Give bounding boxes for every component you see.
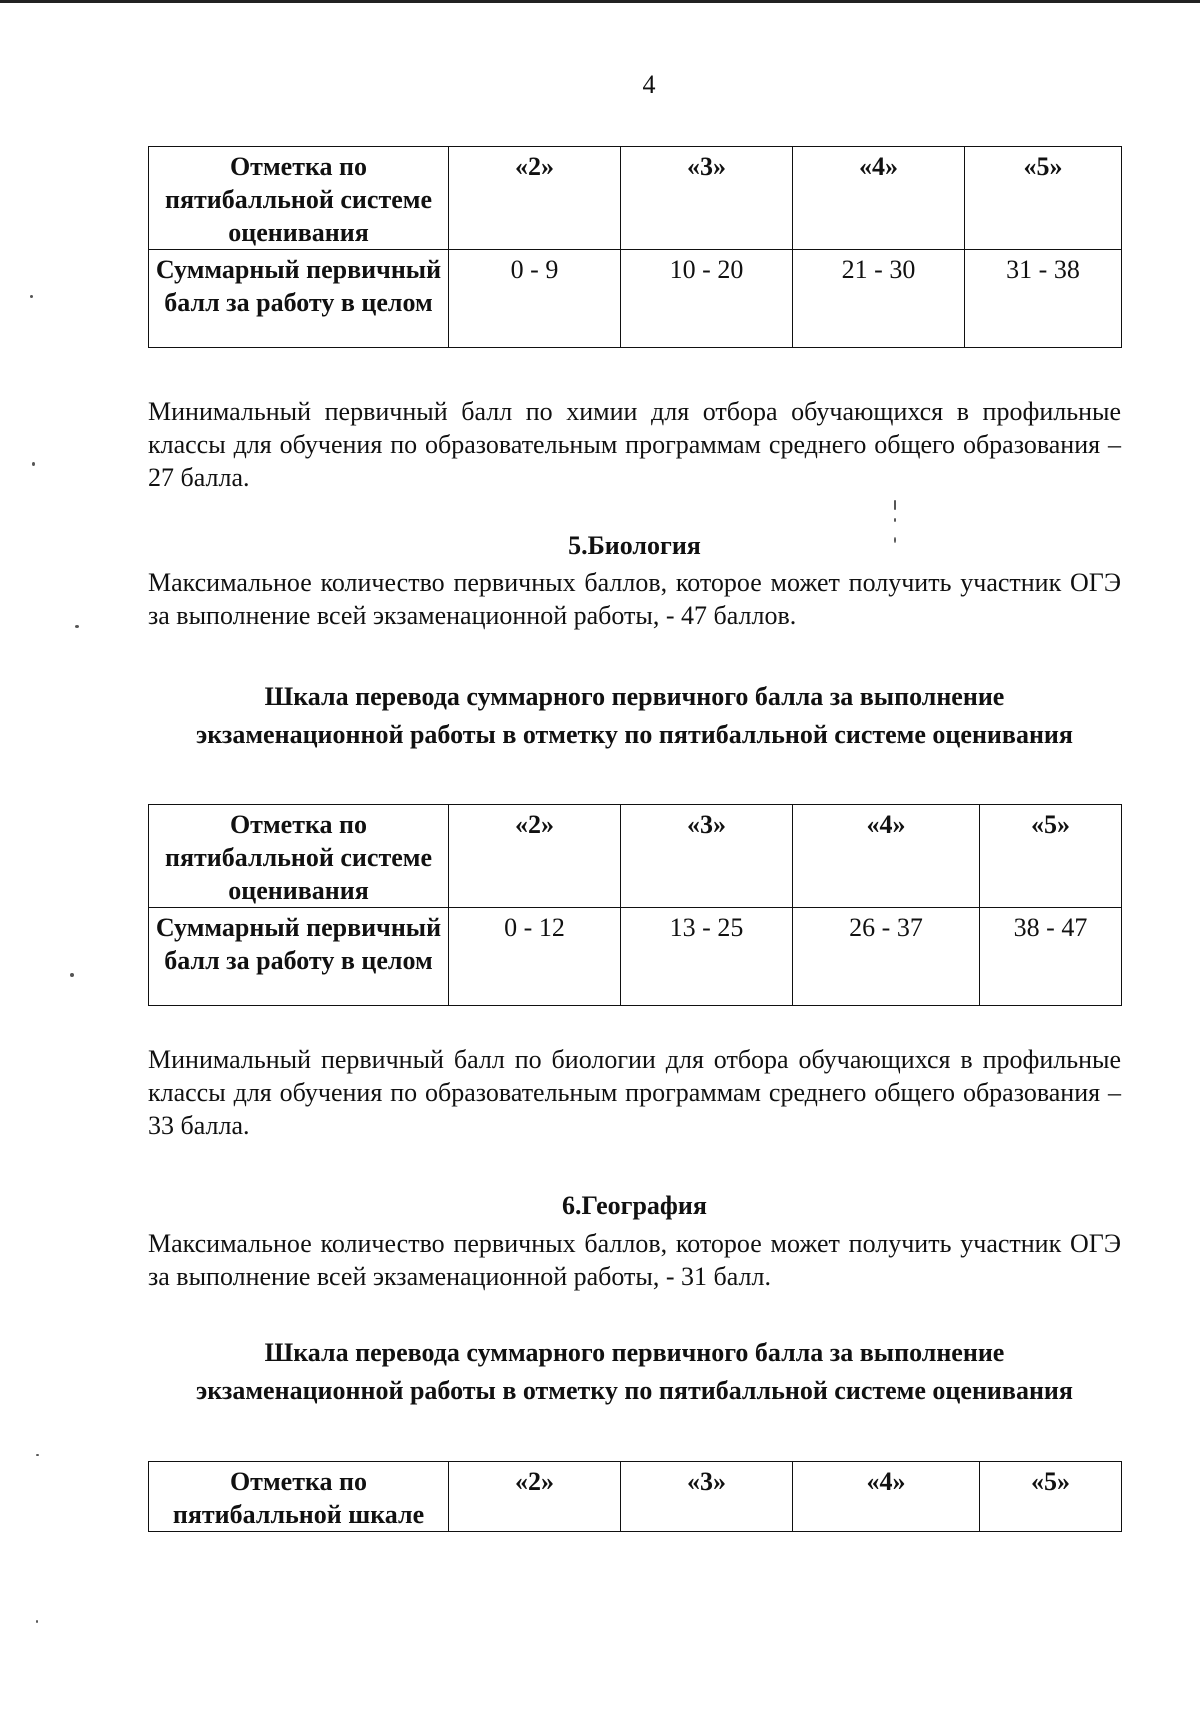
grade-cell: «4» [793,1462,980,1532]
grade-cell: «5» [980,805,1122,908]
biology-max-score-paragraph: Максимальное количество первичных баллов, которое может получить участник ОГЭ за выполнение всей экзаменационной работы, - 47 баллов. [148,568,1121,630]
grade-cell: «3» [621,147,793,250]
table-row-header: Суммарный первичный балл за работу в целом [149,250,449,348]
biology-grade-table [148,804,1122,1006]
grade-cell: «2» [449,1462,621,1532]
scan-speck [70,973,74,977]
table-row-header: Отметка по пятибалльной системе оценивания [149,147,449,250]
scan-speck [894,537,896,543]
scan-speck [36,1620,38,1623]
table-row [149,805,1122,908]
grade-cell: «2» [449,805,621,908]
page-top-edge [0,0,1200,3]
scan-speck [36,1454,39,1456]
grade-cell: «4» [793,805,980,908]
table-row [149,908,1122,1006]
page-number: 4 [642,70,656,99]
biology-scale-title-line-1: Шкала перевода суммарного первичного балла за выполнение [264,682,1005,711]
grade-cell: «3» [621,1462,793,1532]
grade-cell: «5» [980,1462,1122,1532]
biology-min-score-paragraph: Минимальный первичный балл по биологии для отбора обучающихся в профильные классы для обучения по образовательным программам среднего общего образования – 33 балла. [148,1045,1121,1140]
grade-cell: «5» [965,147,1122,250]
table-row-header: Отметка по пятибалльной шкале [149,1462,449,1532]
scan-speck [30,295,33,298]
chemistry-min-score-paragraph: Минимальный первичный балл по химии для отбора обучающихся в профильные классы для обучения по образовательным программам среднего общего образования – 27 балла. [148,397,1121,492]
scan-speck [894,500,896,510]
geography-max-score-paragraph: Максимальное количество первичных баллов, которое может получить участник ОГЭ за выполнение всей экзаменационной работы, - 31 балл. [148,1229,1121,1291]
grade-cell: «2» [449,147,621,250]
table-row [149,1462,1122,1532]
geography-section-title: 6.География [562,1191,707,1220]
chemistry-grade-table [148,146,1122,348]
score-range-cell: 26 - 37 [793,908,980,1006]
table-row [149,250,1122,348]
score-range-cell: 31 - 38 [965,250,1122,348]
score-range-cell: 21 - 30 [793,250,965,348]
score-range-cell: 38 - 47 [980,908,1122,1006]
grade-cell: «4» [793,147,965,250]
table-row-header: Отметка по пятибалльной системе оценивания [149,805,449,908]
grade-cell: «3» [621,805,793,908]
scan-speck [32,462,35,466]
score-range-cell: 0 - 9 [449,250,621,348]
table-row [149,147,1122,250]
biology-scale-title-line-2: экзаменационной работы в отметку по пятибалльной системе оценивания [196,720,1073,749]
biology-section-title: 5.Биология [568,531,701,560]
score-range-cell: 13 - 25 [621,908,793,1006]
score-range-cell: 10 - 20 [621,250,793,348]
scan-speck [894,518,896,522]
geography-scale-title-line-1: Шкала перевода суммарного первичного балла за выполнение [264,1338,1005,1367]
scan-speck [75,625,79,628]
score-range-cell: 0 - 12 [449,908,621,1006]
geography-grade-table [148,1461,1122,1532]
table-row-header: Суммарный первичный балл за работу в целом [149,908,449,1006]
geography-scale-title-line-2: экзаменационной работы в отметку по пятибалльной системе оценивания [196,1376,1073,1405]
